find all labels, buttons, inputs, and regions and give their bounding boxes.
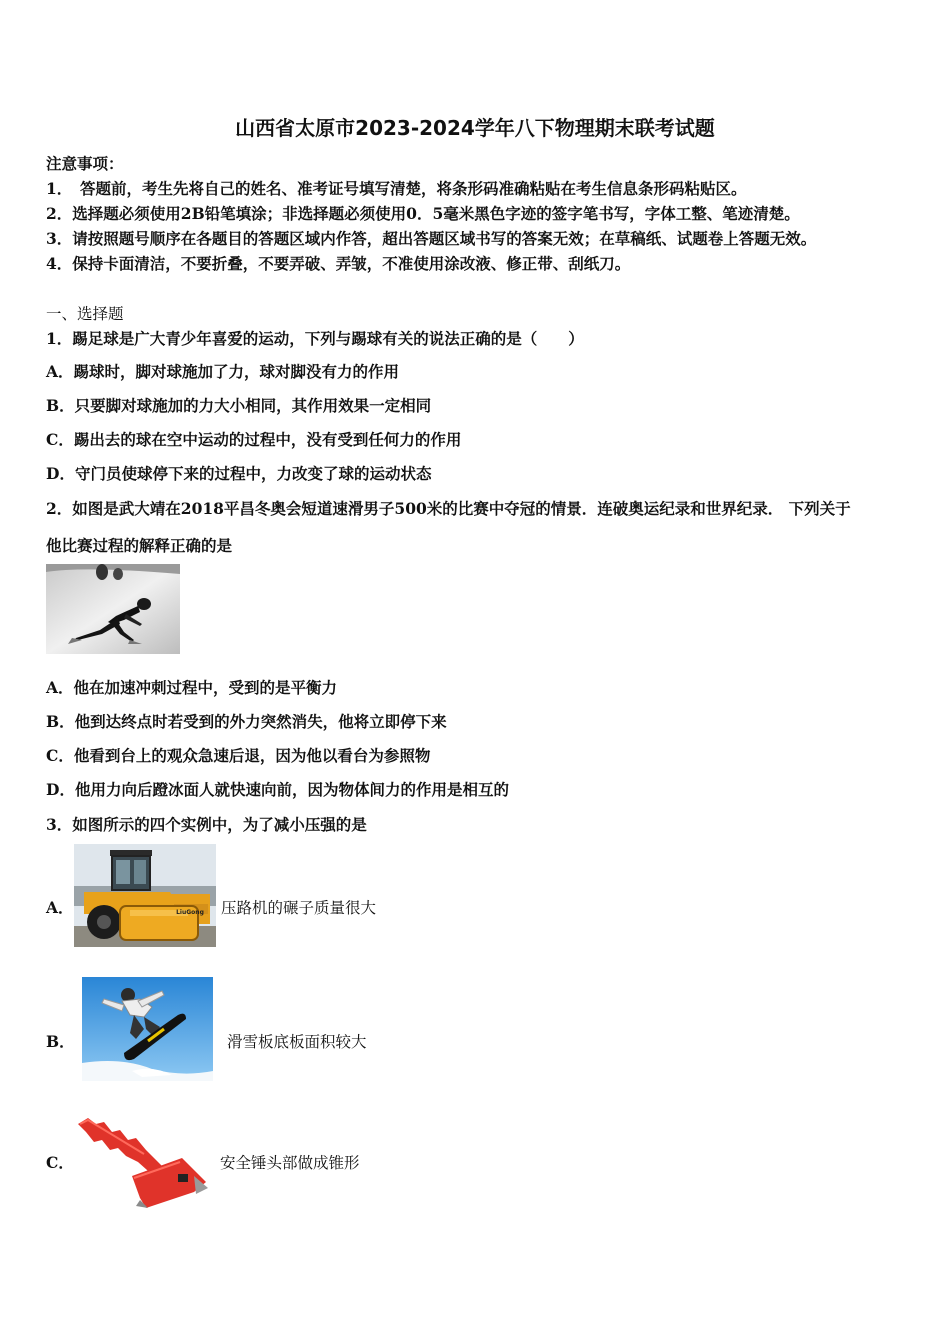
notice-item: 4．保持卡面清洁，不要折叠，不要弄破、弄皱，不准使用涂改液、修正带、刮纸刀。 [46, 254, 631, 273]
q3-option-c-caption: 安全锤头部做成锥形 [220, 1154, 360, 1172]
page-title: 山西省太原市2023-2024学年八下物理期末联考试题 [235, 116, 715, 140]
q2-option-a: A．他在加速冲刺过程中，受到的是平衡力 [46, 678, 338, 697]
speed-skater-photo [46, 564, 180, 654]
q3-option-b-letter: B． [46, 1032, 75, 1051]
q3-option-c-letter: C． [46, 1153, 74, 1172]
safety-hammer-photo [74, 1114, 210, 1208]
q1-option-c: C．踢出去的球在空中运动的过程中，没有受到任何力的作用 [46, 430, 462, 449]
q1-option-d: D．守门员使球停下来的过程中，力改变了球的运动状态 [46, 464, 432, 483]
q3-option-b-caption: 滑雪板底板面积较大 [227, 1033, 367, 1051]
q1-option-a: A．踢球时，脚对球施加了力，球对脚没有力的作用 [46, 362, 400, 381]
notice-item: 3．请按照题号顺序在各题目的答题区域内作答，超出答题区域书写的答案无效；在草稿纸、试题卷上答题无效。 [46, 229, 817, 248]
snowboarder-photo [82, 977, 213, 1081]
q1-option-b: B．只要脚对球施加的力大小相同，其作用效果一定相同 [46, 396, 432, 415]
q2-option-c: C．他看到台上的观众急速后退，因为他以看台为参照物 [46, 746, 431, 765]
q2-option-b: B．他到达终点时若受到的外力突然消失，他将立即停下来 [46, 712, 447, 731]
question-3-stem: 3．如图所示的四个实例中，为了减小压强的是 [46, 815, 367, 834]
notice-item: 2．选择题必须使用2B铅笔填涂；非选择题必须使用0．5毫米黑色字迹的签字笔书写，字体工整、笔迹清楚。 [46, 204, 800, 223]
road-roller-photo [74, 844, 216, 947]
roller-brand-text: LiuGong [176, 909, 204, 916]
q2-option-d: D．他用力向后蹬冰面人就快速向前，因为物体间力的作用是相互的 [46, 780, 509, 799]
q3-option-a-letter: A． [46, 898, 74, 917]
question-1-stem: 1．踢足球是广大青少年喜爱的运动，下列与踢球有关的说法正确的是（ ） [46, 329, 584, 348]
q3-option-a-caption: 压路机的碾子质量很大 [221, 899, 377, 917]
notice-item: 1． 答题前，考生先将自己的姓名、准考证号填写清楚，将条形码准确粘贴在考生信息条形码粘贴区。 [46, 179, 747, 198]
section-heading: 一、选择题 [46, 305, 124, 323]
notice-heading: 注意事项： [46, 154, 124, 173]
question-2-stem: 2．如图是武大靖在2018平昌冬奥会短道速滑男子500米的比赛中夺冠的情景．连破奥运纪录和世界纪录． 下列关于 [46, 499, 851, 518]
question-2-stem-cont: 他比赛过程的解释正确的是 [46, 536, 233, 555]
